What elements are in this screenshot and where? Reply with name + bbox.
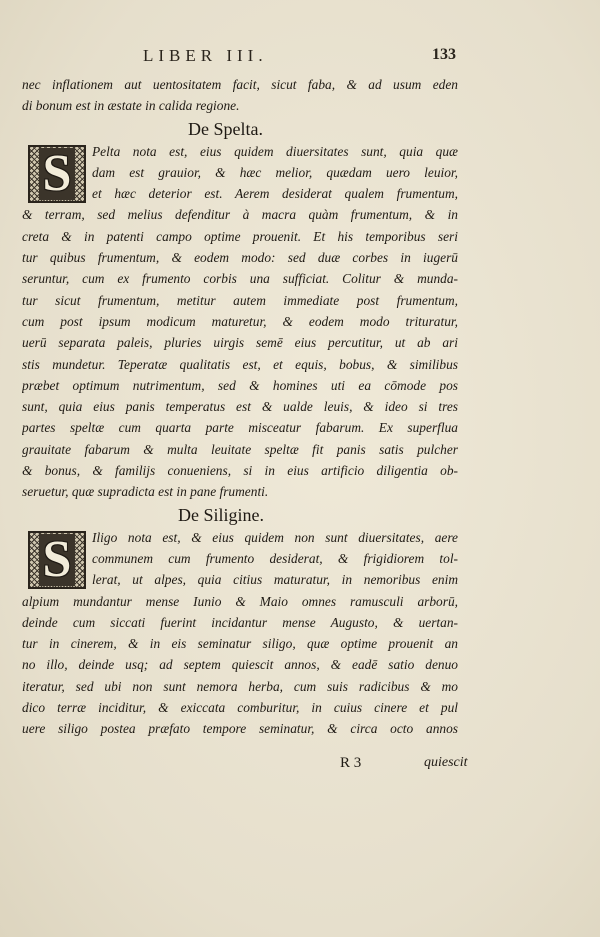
dropcap-letter: S [39,148,76,200]
text-line: creta & in patenti campo optime prouenit. Et his temporibus seri [22,228,458,244]
text-line: seruntur, cum ex frumento corbis una sufficiat. Colitur & munda- [22,271,458,287]
section-heading-siligine: De Siligine. [178,504,264,525]
text-line: & bonus, & familijs conueniens, si in eius artificio diligentia ob- [22,463,458,479]
text-line: uere siligo postea præfato tempore seminatur, & circa octo annos [22,721,458,737]
text-line: stis mundetur. Teperatæ qualitatis est, et equis, bobus, & similibus [22,356,458,372]
page-footer [0,755,600,779]
text-line: et hæc deterior est. Aerem desiderat qualem frumentum, [92,186,458,202]
text-line: tur in cinerem, & in eis seminatur siligo, quæ optime prouenit an [22,636,458,652]
text-line: grauitate fabarum & multa leuitate speltæ fit panis satis pulcher [22,441,458,457]
text-line: alpium mundantur mense Iunio & Maio omnes ramusculi arborū, [22,593,458,609]
text-line: partes speltæ cum quarta parte misceatur fabarum. Ex superflua [22,420,458,436]
text-line: uerū separata paleis, pluries uirgis semē eius percutitur, ut ab ari [22,335,458,351]
text-line: Iligo nota est, & eius quidem non sunt diuersitates, aere [92,529,458,545]
text-line: lerat, ut alpes, quia citius maturatur, in nemoribus enim [92,572,458,588]
text-line: iteratur, sed ubi non sunt nemora herba, cum suis radicibus & mo [22,678,458,694]
text-line: seruetur, quæ supradicta est in pane frumenti. [22,484,269,500]
text-line: communem cum frumento desiderat, & frigidiorem tol- [92,550,458,566]
text-line: dico terræ inciditur, & exiccata comburitur, in cuius cinere et pul [22,700,458,716]
text-line: tur quibus frumentum, & eodem modo: sed duæ corbes in iugerū [22,250,458,266]
section-heading-spelta: De Spelta. [188,118,263,139]
text-line: tur sicut frumentum, metitur autem immediate post frumentum, [22,292,458,308]
text-line: nec inflationem aut uentositatem facit, sicut faba, & ad usum eden [22,77,458,92]
text-line: dam est grauior, & hæc melior, quædam uero leuior, [92,164,458,180]
dropcap-initial [28,145,86,203]
text-line: no illo, deinde usq; ad septem quiescit annos, & eadē satio denuo [22,657,458,673]
text-line: di bonum est in æstate in calida regione. [22,98,240,114]
page-number: 133 [432,46,456,63]
signature-mark: R 3 [340,755,362,771]
paragraph-siligine [22,527,458,740]
dropcap-letter: S [39,534,76,586]
text-line: cum post ipsum modicum maturetur, & eodem modo trituratur, [22,313,458,329]
text-line: deinde cum siccati fuerint incidantur mense Augusto, & uertan- [22,614,458,630]
text-line: præbet optimum nutrimentum, sed & homines uti ea cōmode pos [22,377,458,393]
running-head: LIBER III. [143,46,268,65]
text-line: Pelta nota est, eius quidem diuersitates sunt, quia quæ [92,143,458,159]
text-line: & terram, sed melius defenditur à macra quàm frumentum, & in [22,207,458,223]
paragraph-spelta [22,141,458,503]
catchword: quiescit [424,755,468,770]
dropcap-initial [28,531,86,589]
text-line: sunt, quia eius panis temperatus est & ualde leuis, & ideo si tres [22,399,458,415]
page-header [0,46,600,70]
text-block [22,74,458,740]
